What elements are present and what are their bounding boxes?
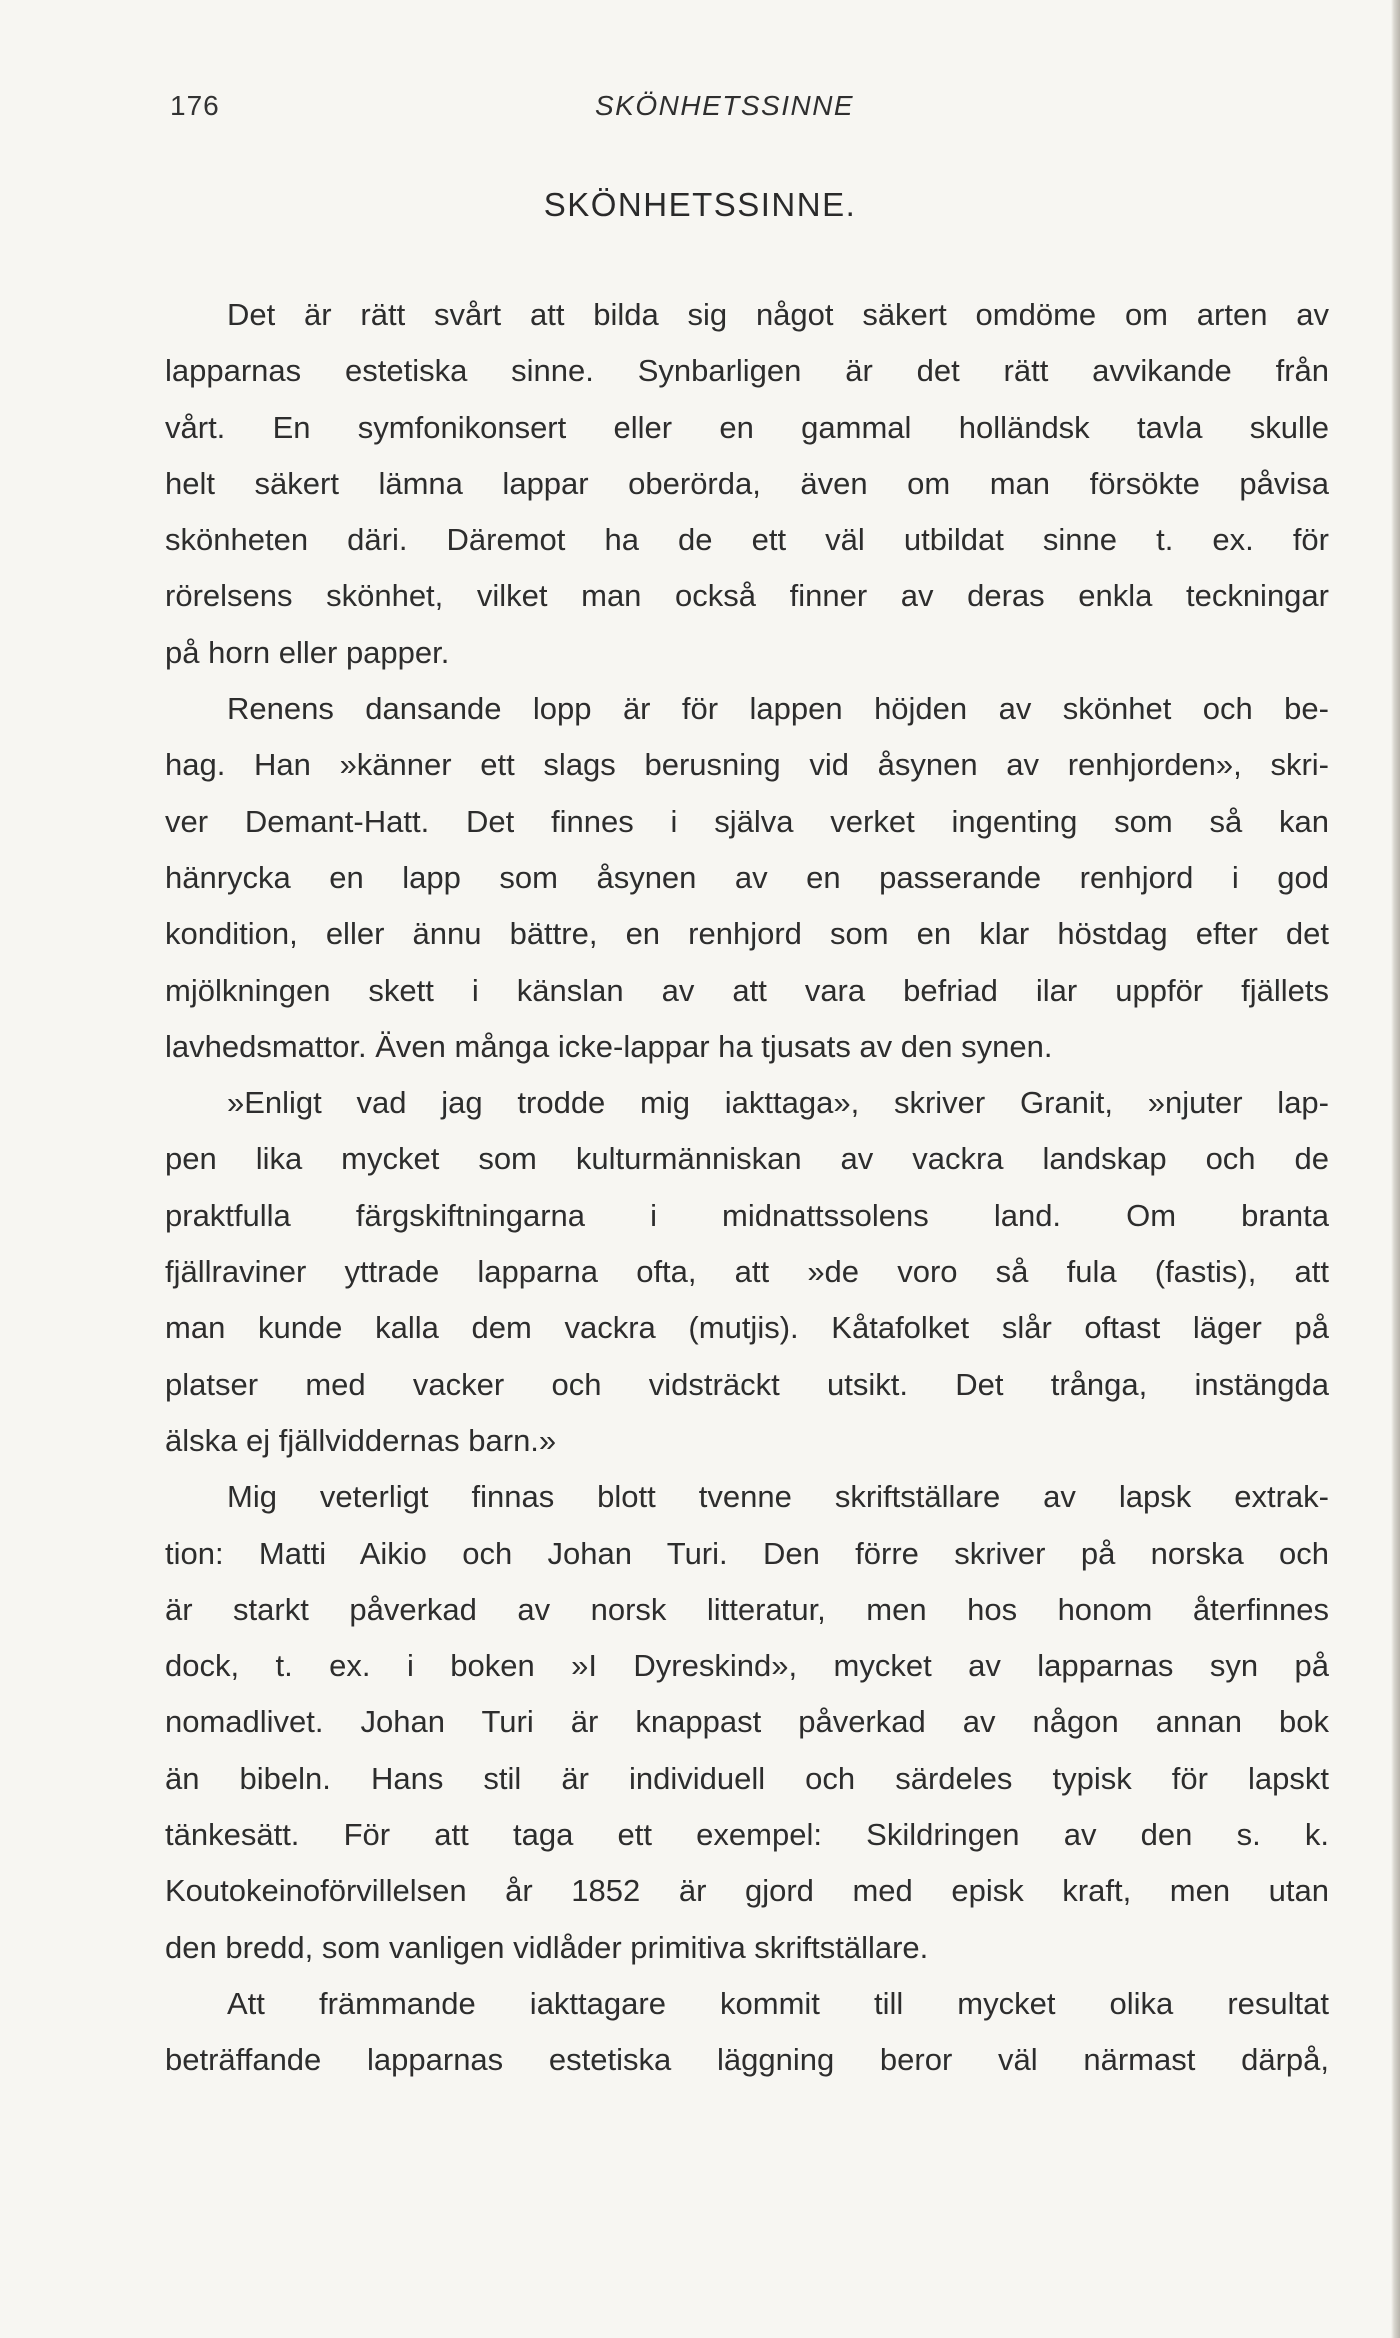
text-line: Att främmande iakttagare kommit till mycket olika resultat — [227, 1985, 1329, 2021]
text-line: älska ej fjällviddernas barn.» — [165, 1422, 557, 1458]
page-edge-shadow — [1391, 0, 1400, 2338]
text-line: Det är rätt svårt att bilda sig något säkert omdöme om arten av — [227, 297, 1329, 332]
text-line: tänkesätt. För att taga ett exempel: Skildringen av den s. k. — [165, 1817, 1329, 1853]
text-line: hag. Han »känner ett slags berusning vid åsynen av renhjorden», skri- — [165, 747, 1329, 783]
text-line: man kunde kalla dem vackra (mutjis). Kåtafolket slår oftast läger på — [165, 1310, 1329, 1346]
text-line: på horn eller papper. — [165, 634, 450, 670]
text-line: lapparnas estetiska sinne. Synbarligen är det rätt avvikande från — [165, 353, 1329, 389]
running-head: SKÖNHETSSINNE — [595, 90, 855, 121]
text-line: kondition, eller ännu bättre, en renhjord som en klar höstdag efter det — [165, 916, 1329, 952]
text-line: hänrycka en lapp som åsynen av en passerande renhjord i god — [165, 859, 1329, 895]
text-line: nomadlivet. Johan Turi är knappast påverkad av någon annan bok — [165, 1704, 1329, 1740]
text-line: platser med vacker och vidsträckt utsikt. Det trånga, instängda — [165, 1366, 1329, 1402]
text-line: helt säkert lämna lappar oberörda, även om man försökte påvisa — [165, 465, 1329, 501]
page-number: 176 — [170, 90, 220, 121]
text-line: mjölkningen skett i känslan av att vara befriad ilar uppför fjällets — [165, 972, 1329, 1008]
text-line: beträffande lapparnas estetiska läggning beror väl närmast därpå, — [165, 2042, 1329, 2078]
text-line: skönheten däri. Däremot ha de ett väl utbildat sinne t. ex. för — [165, 522, 1329, 558]
page-header — [170, 90, 1330, 130]
text-line: »Enligt vad jag trodde mig iakttaga», skriver Granit, »njuter lap- — [227, 1085, 1329, 1121]
text-line: den bredd, som vanligen vidlåder primitiva skriftställare. — [165, 1929, 929, 1965]
chapter-title: SKÖNHETSSINNE. — [543, 186, 857, 223]
text-line: är starkt påverkad av norsk litteratur, men hos honom återfinnes — [165, 1591, 1329, 1627]
text-line: Renens dansande lopp är för lappen höjden av skönhet och be- — [227, 691, 1329, 727]
text-line: än bibeln. Hans stil är individuell och särdeles typisk för lapskt — [165, 1760, 1329, 1796]
body-text — [165, 287, 1329, 2089]
text-line: vårt. En symfonikonsert eller en gammal holländsk tavla skulle — [165, 409, 1329, 445]
text-line: dock, t. ex. i boken »I Dyreskind», mycket av lapparnas syn på — [165, 1648, 1329, 1684]
text-line: lavhedsmattor. Även många icke-lappar ha tjusats av den synen. — [165, 1028, 1053, 1064]
text-line: Koutokeinoförvillelsen år 1852 är gjord med episk kraft, men utan — [165, 1873, 1329, 1909]
text-line: rörelsens skönhet, vilket man också finner av deras enkla teckningar — [165, 578, 1329, 614]
text-line: fjällraviner yttrade lapparna ofta, att »de voro så fula (fastis), att — [165, 1254, 1329, 1290]
text-line: ver Demant-Hatt. Det finnes i själva verket ingenting som så kan — [165, 803, 1329, 839]
text-line: tion: Matti Aikio och Johan Turi. Den förre skriver på norska och — [165, 1535, 1329, 1571]
text-line: Mig veterligt finnas blott tvenne skriftställare av lapsk extrak- — [227, 1479, 1329, 1515]
text-line: pen lika mycket som kulturmänniskan av vackra landskap och de — [165, 1141, 1329, 1177]
text-line: praktfulla färgskiftningarna i midnattssolens land. Om branta — [165, 1197, 1329, 1233]
